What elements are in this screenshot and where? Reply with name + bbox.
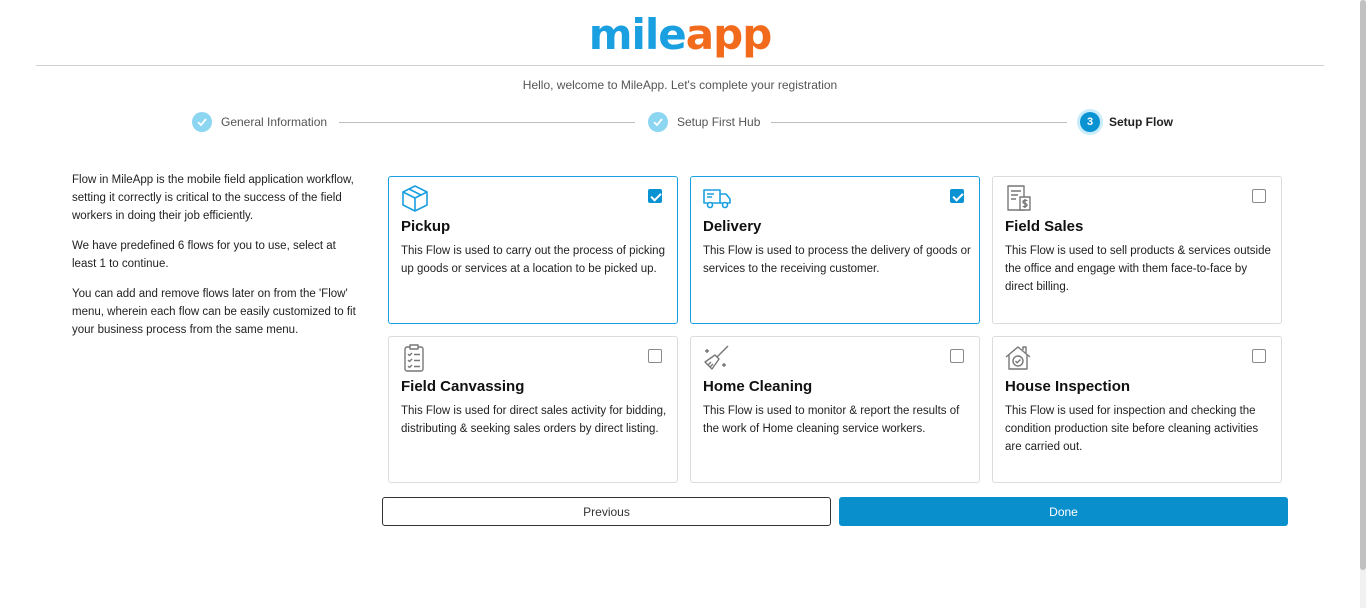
invoice-icon: [1004, 184, 1034, 212]
flow-checkbox[interactable]: [1252, 189, 1266, 203]
flow-checkbox[interactable]: [950, 349, 964, 363]
broom-icon: [702, 344, 732, 372]
check-icon: [192, 112, 212, 132]
registration-stepper: [0, 112, 1366, 134]
flow-card-home-cleaning[interactable]: [690, 336, 980, 483]
logo-part-mile: mile: [588, 10, 686, 59]
flow-card-field-sales[interactable]: [992, 176, 1282, 324]
flow-description: This Flow is used to sell products & services outside the office and engage with them face-to-face by direct billing.: [1005, 245, 1271, 293]
step-number-badge: 3: [1080, 112, 1100, 132]
flow-description: This Flow is used to carry out the process of picking up goods or services at a location to be picked up.: [401, 245, 665, 275]
flow-checkbox[interactable]: [648, 349, 662, 363]
step-connector: [771, 122, 1067, 123]
step-connector: [339, 122, 635, 123]
flow-title: Pickup: [401, 218, 451, 235]
flow-title: Field Sales: [1005, 218, 1084, 235]
flow-checkbox[interactable]: [1252, 349, 1266, 363]
scrollbar-thumb[interactable]: [1360, 0, 1366, 570]
intro-paragraph: You can add and remove flows later on from the 'Flow' menu, wherein each flow can be easily customized to fit your business process from the same menu.: [72, 288, 356, 336]
intro-paragraph: We have predefined 6 flows for you to use, select at least 1 to continue.: [72, 240, 336, 270]
step-setup-flow: [1080, 112, 1173, 132]
flow-description: This Flow is used to monitor & report the results of the work of Home cleaning service workers.: [703, 405, 960, 435]
step-label: General Information: [221, 115, 328, 129]
flow-description: This Flow is used to process the delivery of goods or services to the receiving customer.: [703, 245, 971, 275]
flow-description: This Flow is used for inspection and checking the condition production site before cleaning activities are carried out.: [1005, 405, 1259, 453]
flow-title: Home Cleaning: [703, 378, 813, 395]
step-label: Setup First Hub: [677, 115, 761, 129]
flow-card-field-canvassing[interactable]: [388, 336, 678, 483]
checklist-icon: [400, 344, 430, 372]
intro-paragraph: Flow in MileApp is the mobile field application workflow, setting it correctly is critical to the success of the field workers in doing their job efficiently.: [72, 174, 354, 222]
flow-checkbox[interactable]: [648, 189, 662, 203]
check-icon: [648, 112, 668, 132]
page-scrollbar[interactable]: [1360, 0, 1366, 608]
step-label: Setup Flow: [1109, 115, 1173, 129]
flow-title: Field Canvassing: [401, 378, 525, 395]
flow-title: House Inspection: [1005, 378, 1131, 395]
box-icon: [400, 184, 430, 212]
flow-card-house-inspection[interactable]: [992, 336, 1282, 483]
flow-card-pickup[interactable]: [388, 176, 678, 324]
previous-button[interactable]: Previous: [382, 497, 831, 526]
header-divider: [36, 65, 1324, 66]
flow-description: This Flow is used for direct sales activity for bidding, distributing & seeking sales orders by direct listing.: [401, 405, 667, 435]
house-check-icon: [1004, 344, 1034, 372]
flow-checkbox[interactable]: [950, 189, 964, 203]
truck-icon: [702, 184, 732, 212]
flow-card-delivery[interactable]: [690, 176, 980, 324]
mileapp-logo: [0, 10, 1360, 59]
flow-title: Delivery: [703, 218, 762, 235]
done-button[interactable]: Done: [839, 497, 1288, 526]
flow-intro: [72, 171, 357, 351]
logo-part-app: app: [685, 10, 772, 59]
welcome-text: Hello, welcome to MileApp. Let's complete your registration: [522, 78, 838, 92]
step-general-information: [192, 112, 327, 132]
step-setup-first-hub: [648, 112, 760, 132]
